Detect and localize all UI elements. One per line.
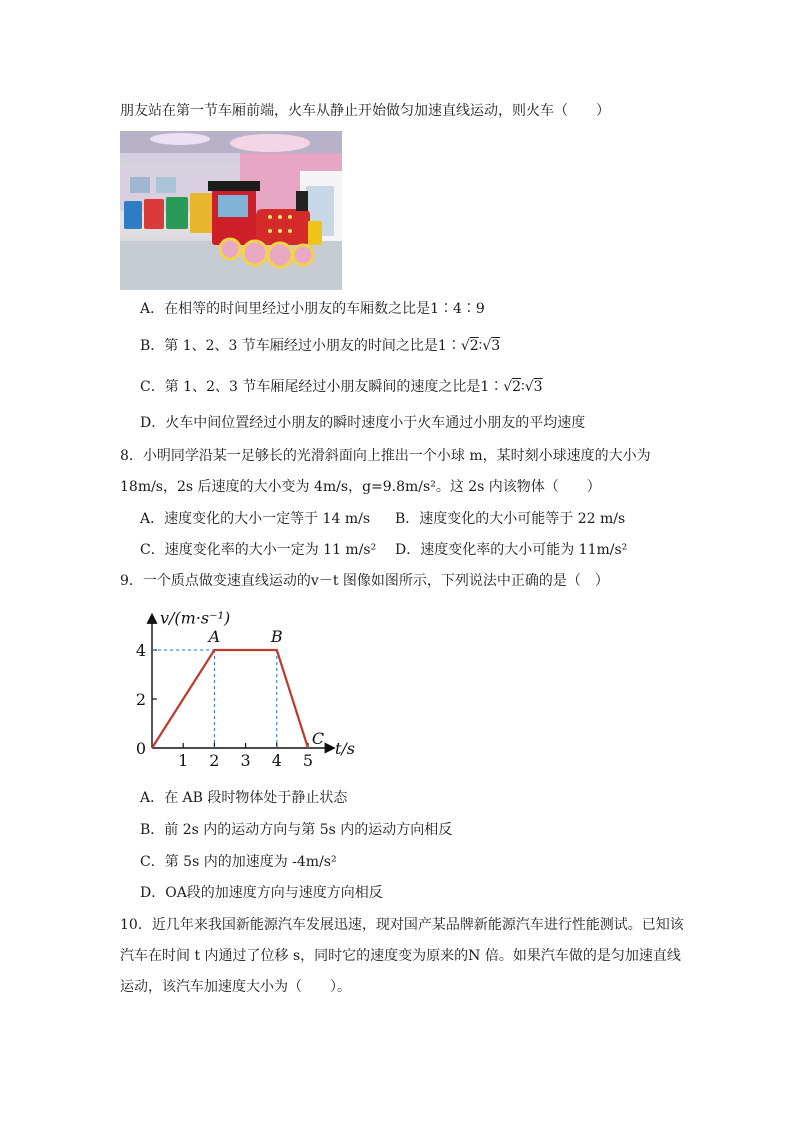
y-tick-label: 4 bbox=[135, 641, 146, 660]
point-label-a: A bbox=[208, 627, 221, 646]
q10-line3: 运动，该汽车加速度大小为（ ）。 bbox=[120, 979, 351, 995]
q9-stem: 9．一个质点做变速直线运动的v－t 图像如图所示，下列说法中正确的是（ ） bbox=[120, 573, 609, 589]
point-label-b: B bbox=[270, 627, 283, 646]
q7-option-d: D．火车中间位置经过小朋友的瞬时速度小于火车通过小朋友的平均速度 bbox=[140, 415, 586, 431]
x-tick-label: 3 bbox=[240, 751, 251, 770]
vt-line bbox=[152, 650, 308, 748]
q8-stem-line1: 8．小明同学沿某一足够长的光滑斜面向上推出一个小球 m，某时刻小球速度的大小为 bbox=[120, 448, 651, 464]
q7-stem: 朋友站在第一节车厢前端，火车从静止开始做匀加速直线运动，则火车（ ） bbox=[120, 103, 610, 119]
q7-option-b: B．第 1、2、3 节车厢经过小朋友的时间之比是1∶√2∶√3 bbox=[140, 338, 501, 354]
q10-line1: 10．近几年来我国新能源汽车发展迅速，现对国产某品牌新能源汽车进行性能测试。已知该 bbox=[120, 917, 684, 933]
point-label-c: C bbox=[311, 729, 325, 748]
q8-option-d: D．速度变化率的大小可能为 11m/s² bbox=[395, 542, 628, 558]
sqrt-3: √3 bbox=[524, 379, 543, 395]
x-tick-label: 5 bbox=[302, 751, 314, 770]
x-tick-label: 4 bbox=[271, 751, 282, 770]
y-axis-label: v/(m·s⁻¹) bbox=[160, 608, 231, 628]
q9-option-d: D．OA段的加速度方向与速度方向相反 bbox=[140, 885, 383, 901]
chart-axes bbox=[152, 616, 333, 749]
q9-option-b: B．前 2s 内的运动方向与第 5s 内的运动方向相反 bbox=[140, 822, 453, 838]
q7-option-c-text: C．第 1、2、3 节车厢尾经过小朋友瞬间的速度之比是1∶ bbox=[140, 379, 504, 395]
q8-option-a: A．速度变化的大小一定等于 14 m/s bbox=[140, 511, 371, 527]
q9-option-c: C．第 5s 内的加速度为 -4m/s² bbox=[140, 854, 337, 870]
chart-guides bbox=[152, 650, 277, 748]
train-photo bbox=[120, 131, 342, 290]
chart-series bbox=[152, 650, 308, 748]
q7-option-b-text: B．第 1、2、3 节车厢经过小朋友的时间之比是1∶ bbox=[140, 338, 461, 354]
q10-line2: 汽车在时间 t 内通过了位移 s，同时它的速度变为原来的N 倍。如果汽车做的是匀加速直线 bbox=[120, 948, 681, 964]
sqrt-2: √2 bbox=[503, 379, 522, 395]
q8-stem-line2: 18m/s，2s 后速度的大小变为 4m/s，g=9.8m/s²。这 2s 内该物体（ ） bbox=[120, 479, 601, 495]
sqrt-2: √2 bbox=[460, 338, 479, 354]
q8-option-b: B．速度变化的大小可能等于 22 m/s bbox=[395, 511, 626, 527]
q7-option-a: A．在相等的时间里经过小朋友的车厢数之比是1∶4∶9 bbox=[140, 301, 485, 317]
y-tick-label: 2 bbox=[135, 690, 146, 709]
vt-graph bbox=[135, 602, 370, 772]
x-tick-label: 2 bbox=[209, 751, 220, 770]
sqrt-3: √3 bbox=[482, 338, 501, 354]
x-tick-label: 1 bbox=[178, 751, 189, 770]
vt-chart bbox=[135, 602, 370, 772]
y-tick-label: 0 bbox=[135, 739, 146, 758]
q9-option-a: A．在 AB 段时物体处于静止状态 bbox=[140, 790, 348, 806]
x-axis-label: t/s bbox=[334, 739, 355, 758]
q7-option-c: C．第 1、2、3 节车厢尾经过小朋友瞬间的速度之比是1∶√2∶√3 bbox=[140, 379, 543, 395]
q8-option-c: C．速度变化率的大小一定为 11 m/s² bbox=[140, 542, 377, 558]
